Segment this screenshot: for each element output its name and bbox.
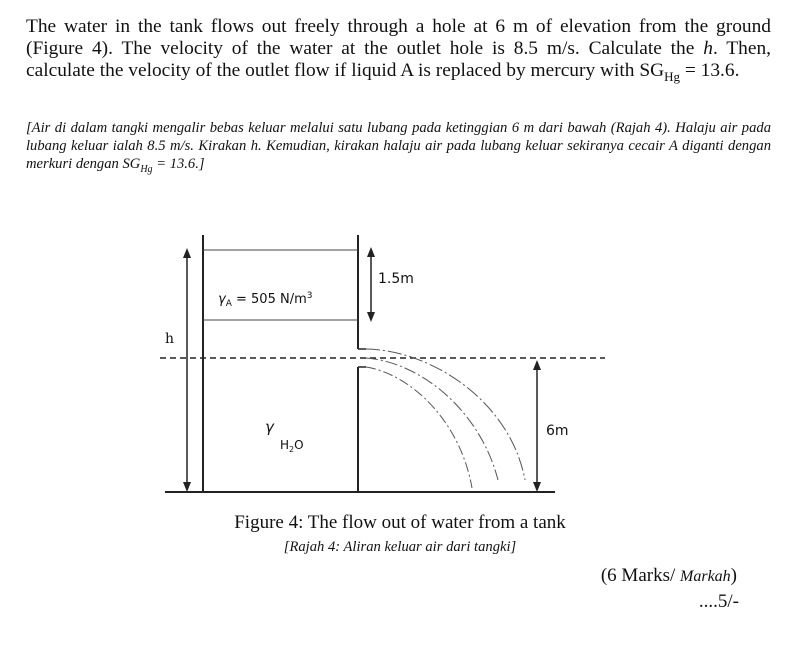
question-part-3: = 13.6. [680,60,740,81]
marks-value: (6 Marks/ [600,565,681,586]
outlet-arrow-head-down [533,482,541,492]
top-arrow-head-up [367,247,375,257]
liquid-surfaces [203,250,358,320]
h-arrow-head-top [183,248,191,258]
water-label [265,418,304,454]
gamma-a-subscript: A [225,299,232,309]
question-sg-subscript: Hg [664,68,680,84]
question-part-2: . Then, calculate the velocity of the outlet flow if liquid A is replaced by mercury with SG [26,38,771,81]
water-sub-h: H [280,438,290,452]
marks-allocation [601,565,737,587]
marks-translation: Markah [680,568,731,585]
water-sub-2: 2 [289,445,295,454]
gamma-a-symbol: γ [218,292,226,307]
translation-part-1: [Air di dalam tangki mengalir bebas keluar melalui satu lubang pada ketinggian 6 m dari bawah (Rajah 4). Halaju air pada lubang keluar ialah 8.5 m/s. Kirakan h. Kemudian, kirakan halaju air pada lubang keluar sekiranya cecair A diganti dengan merkuri dengan SG [26,120,771,172]
liquid-a-value: = 505 N/m [231,292,307,307]
unit-superscript: 3 [306,291,313,301]
outlet-arrow-head-up [533,360,541,370]
tank-outline [165,235,555,492]
water-sub-o: O [294,438,304,452]
figure-caption: Figure 4: The flow out of water from a tank [234,512,566,533]
translation-sg-subscript: Hg [140,163,153,175]
figure-caption-translation: [Rajah 4: Aliran keluar air dari tangki] [283,539,517,555]
question-part-1: The water in the tank flows out freely through a hole at 6 m of elevation from the ground (Figure 4). The velocity of the water at the outlet hole is 8.5 m/s. Calculate the [26,16,771,59]
dim-6m-label: 6m [546,423,569,439]
gamma-water-symbol: γ [265,418,274,436]
marks-close: ) [730,565,737,586]
h-label: h [165,331,175,347]
dim-1-5m-label: 1.5m [378,271,414,287]
translation-part-2: = 13.6.] [152,156,205,172]
liquid-a-label [218,291,312,309]
page-continuation: ....5/- [698,591,739,612]
jet-streamlines [366,349,525,488]
h-arrow-head-bottom [183,482,191,492]
question-h-variable: h [703,38,713,59]
top-arrow-head-down [367,312,375,322]
